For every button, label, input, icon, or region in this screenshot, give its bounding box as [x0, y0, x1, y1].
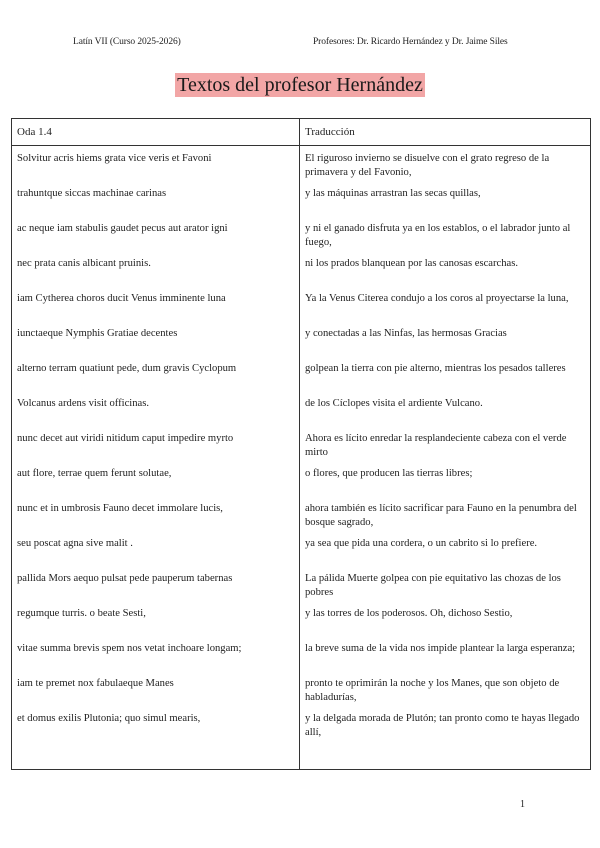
translation-verse: El riguroso invierno se disuelve con el grato regreso de la primavera y del Favonio, [305, 153, 550, 178]
translation-verse: Ahora es lícito enredar la resplandeciente cabeza con el verde mirto [305, 433, 567, 458]
translation-verse: ya sea que pida una cordera, o un cabrito si lo prefiere. [305, 538, 538, 549]
table-body-row [12, 146, 591, 770]
latin-verse: Solvitur acris hiems grata vice veris et Favoni [17, 153, 212, 164]
latin-column [12, 146, 300, 770]
translation-verse: golpean la tierra con pie alterno, mientras los pesados talleres [305, 363, 566, 374]
page-number: 1 [520, 799, 525, 810]
latin-verse: iunctaeque Nymphis Gratiae decentes [17, 328, 178, 339]
table-header-row [12, 119, 591, 146]
translation-verse: y ni el ganado disfruta ya en los establos, o el labrador junto al fuego, [305, 223, 571, 248]
latin-verse: Volcanus ardens visit officinas. [17, 398, 150, 409]
latin-verse: iam Cytherea choros ducit Venus imminente luna [17, 293, 226, 304]
translation-verse: ni los prados blanquean por las canosas escarchas. [305, 258, 518, 269]
latin-verse: regumque turris. o beate Sesti, [17, 608, 146, 619]
latin-verse: alterno terram quatiunt pede, dum gravis Cyclopum [17, 363, 237, 374]
latin-verse: seu poscat agna sive malit . [17, 538, 133, 549]
header-latin: Oda 1.4 [12, 119, 300, 146]
translation-verse: de los Cíclopes visita el ardiente Vulcano. [305, 398, 483, 409]
latin-verse: ac neque iam stabulis gaudet pecus aut arator igni [17, 223, 228, 234]
translation-column [300, 146, 591, 770]
header-translation: Traducción [300, 119, 591, 146]
latin-verse: pallida Mors aequo pulsat pede pauperum tabernas [17, 573, 233, 584]
latin-verse: nunc decet aut viridi nitidum caput impedire myrto [17, 433, 234, 444]
translation-verse: La pálida Muerte golpea con pie equitativo las chozas de los pobres [305, 573, 561, 598]
translation-verse: y conectadas a las Ninfas, las hermosas Gracias [305, 328, 507, 339]
latin-verse: trahuntque siccas machinae carinas [17, 188, 167, 199]
translation-verse: pronto te oprimirán la noche y los Manes, que son objeto de habladurías, [305, 678, 560, 703]
translation-verse: y las máquinas arrastran las secas quillas, [305, 188, 481, 199]
latin-verse: nunc et in umbrosis Fauno decet immolare lucis, [17, 503, 223, 514]
document-title: Textos del profesor Hernández [177, 74, 423, 96]
translation-verse: y la delgada morada de Plutón; tan pronto como te hayas llegado allí, [305, 713, 580, 738]
latin-verse: nec prata canis albicant pruinis. [17, 258, 151, 269]
latin-verse: vitae summa brevis spem nos vetat inchoare longam; [17, 643, 242, 654]
header-course: Latín VII (Curso 2025-2026) [73, 37, 181, 47]
translation-verse: la breve suma de la vida nos impide plantear la larga esperanza; [305, 643, 576, 654]
translation-verse: y las torres de los poderosos. Oh, dichoso Sestio, [305, 608, 513, 619]
translation-verse: Ya la Venus Citerea condujo a los coros al proyectarse la luna, [305, 293, 569, 304]
latin-verse: iam te premet nox fabulaeque Manes [17, 678, 174, 689]
latin-verse: aut flore, terrae quem ferunt solutae, [17, 468, 172, 479]
header-professors: Profesores: Dr. Ricardo Hernández y Dr. Jaime Siles [313, 37, 508, 47]
ode-table [11, 118, 591, 770]
translation-verse: o flores, que producen las tierras libres; [305, 468, 473, 479]
title-container [0, 73, 600, 97]
latin-verse: et domus exilis Plutonia; quo simul mearis, [17, 713, 201, 724]
translation-verse: ahora también es lícito sacrificar para Fauno en la penumbra del bosque sagrado, [305, 503, 577, 528]
